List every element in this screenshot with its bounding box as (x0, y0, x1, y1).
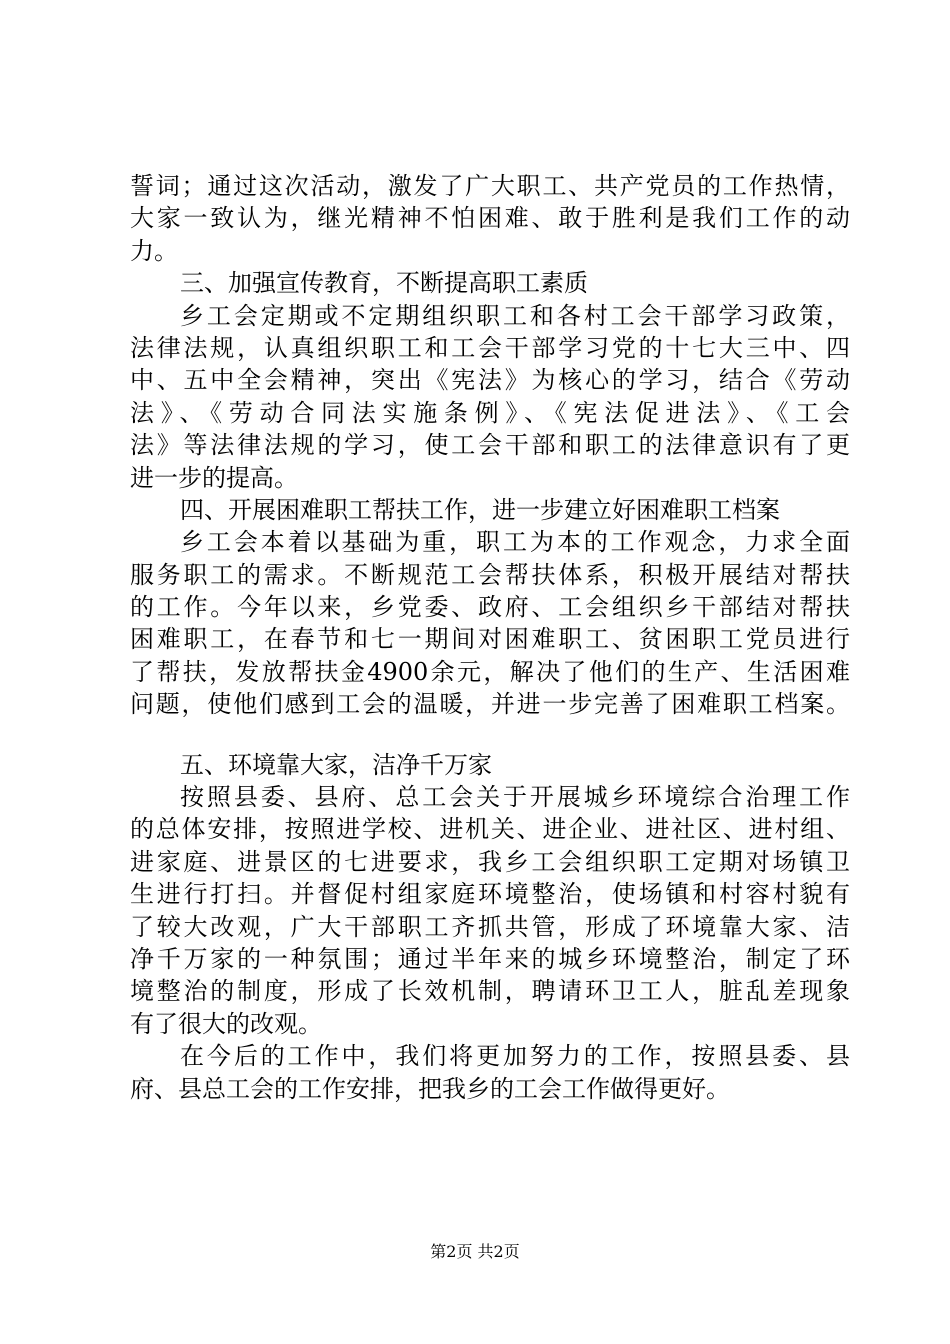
text-line: 法》等法律法规的学习，使工会干部和职工的法律意识有了更 (130, 431, 850, 460)
text-line: 大家一致认为，继光精神不怕困难、敢于胜利是我们工作的动 (130, 204, 850, 233)
text-line: 困难职工，在春节和七一期间对困难职工、贫困职工党员进行 (130, 625, 850, 654)
text-line: 进一步的提高。 (130, 463, 298, 492)
text-line: 誓词；通过这次活动，激发了广大职工、共产党员的工作热情， (130, 172, 850, 200)
text-line: 了帮扶，发放帮扶金4900余元，解决了他们的生产、生活困难 (130, 657, 850, 686)
text-line: 了较大改观，广大干部职工齐抓共管，形成了环境靠大家、洁 (130, 912, 850, 941)
text-line: 生进行打扫。并督促村组家庭环境整治，使场镇和村容村貌有 (130, 880, 850, 909)
paragraph (130, 526, 850, 720)
text-line: 服务职工的需求。不断规范工会帮扶体系，积极开展结对帮扶 (130, 560, 850, 589)
text-line: 三、加强宣传教育，不断提高职工素质 (180, 269, 588, 298)
text-line: 有了很大的改观。 (130, 1009, 322, 1038)
document-body (130, 170, 850, 1105)
text-line: 境整治的制度，形成了长效机制，聘请环卫工人，脏乱差现象 (130, 977, 850, 1006)
paragraph-gap (130, 721, 850, 749)
text-line: 乡工会本着以基础为重，职工为本的工作观念，力求全面 (180, 528, 850, 557)
text-line: 按照县委、县府、总工会关于开展城乡环境综合治理工作 (180, 783, 850, 812)
text-line: 力。 (130, 236, 178, 265)
text-line: 在今后的工作中，我们将更加努力的工作，按照县委、县 (180, 1042, 850, 1071)
section-heading (130, 494, 850, 526)
text-line: 中、五中全会精神，突出《宪法》为核心的学习，结合《劳动 (130, 366, 850, 395)
text-line: 府、县总工会的工作安排，把我乡的工会工作做得更好。 (130, 1074, 730, 1103)
text-line: 乡工会定期或不定期组织职工和各村工会干部学习政策， (180, 301, 850, 330)
text-line: 五、环境靠大家，洁净千万家 (180, 750, 492, 779)
paragraph (130, 781, 850, 1040)
paragraph (130, 300, 850, 494)
text-line: 法律法规，认真组织职工和工会干部学习党的十七大三中、四 (130, 333, 850, 362)
text-line: 的总体安排，按照进学校、进机关、进企业、进社区、进村组、 (130, 815, 850, 844)
text-line: 法》、《劳动合同法实施条例》、《宪法促进法》、《工会 (130, 398, 850, 427)
text-line: 的工作。今年以来，乡党委、政府、工会组织乡干部结对帮扶 (130, 593, 850, 622)
paragraph (130, 1040, 850, 1105)
text-line: 净千万家的一种氛围；通过半年来的城乡环境整治，制定了环 (130, 944, 850, 973)
page-number-footer: 第2页 共2页 (430, 1242, 520, 1261)
text-line: 四、开展困难职工帮扶工作，进一步建立好困难职工档案 (180, 495, 780, 524)
paragraph (130, 170, 850, 267)
text-line: 问题，使他们感到工会的温暖，并进一步完善了困难职工档案。 (130, 690, 850, 719)
section-heading (130, 749, 850, 781)
section-heading (130, 267, 850, 299)
text-line: 进家庭、进景区的七进要求，我乡工会组织职工定期对场镇卫 (130, 847, 850, 876)
